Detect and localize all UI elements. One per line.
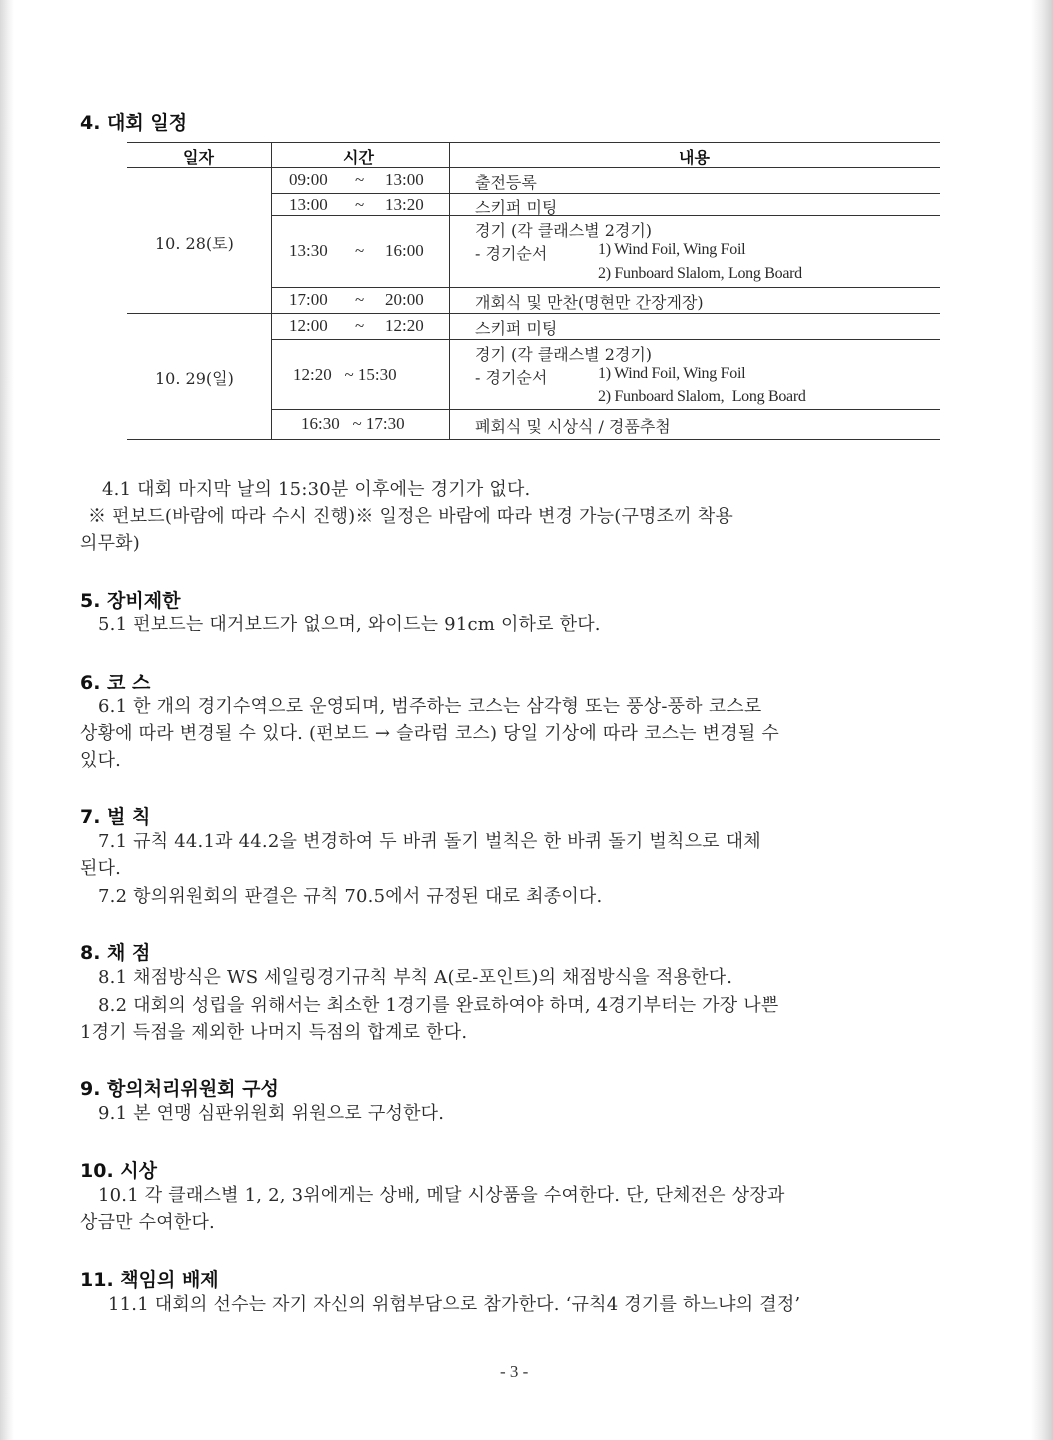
table-content-item: 2) Funboard Slalom, Long Board: [598, 388, 806, 405]
paragraph-11-1: 11.1 대회의 선수는 자기 자신의 위험부담으로 참가한다. ‘규칙4 경기를 하느냐의 결정’: [108, 1294, 801, 1315]
schedule-table: [127, 142, 940, 440]
paragraph-4-note-cont: 의무화): [80, 533, 140, 554]
paragraph-9-1: 9.1 본 연맹 심판위원회 위원으로 구성한다.: [98, 1103, 445, 1124]
table-content: 경기 (각 클래스별 2경기): [475, 345, 653, 364]
table-content: 스키퍼 미팅: [475, 198, 558, 217]
paragraph-8-1: 8.1 채점방식은 WS 세일링경기규칙 부칙 A(로-포인트)의 채점방식을 적용한다.: [98, 967, 733, 988]
page-number: - 3 -: [500, 1362, 529, 1381]
time-end: 20:00: [385, 290, 424, 309]
paragraph-4-1: 4.1 대회 마지막 날의 15:30분 이후에는 경기가 없다.: [102, 479, 531, 500]
table-content-prefix: - 경기순서: [475, 368, 548, 387]
table-content-item: 1) Wind Foil, Wing Foil: [598, 365, 746, 382]
paragraph-10-1-cont: 상금만 수여한다.: [80, 1212, 215, 1233]
time-start: 09:00: [289, 170, 328, 189]
time-sep: ~: [355, 290, 365, 309]
table-header-date: 일자: [183, 148, 214, 167]
time-end: 12:20: [385, 316, 424, 335]
time-sep: ~: [355, 195, 365, 214]
paragraph-8-2-cont: 1경기 득점을 제외한 나머지 득점의 합계로 한다.: [80, 1022, 468, 1043]
time-end: 16:00: [385, 241, 424, 260]
table-row-rule: [271, 287, 940, 288]
table-col-divider: [271, 142, 272, 440]
time-start: 13:00: [289, 195, 328, 214]
table-date-day1: 10. 28(토): [155, 234, 234, 253]
table-row-rule: [271, 193, 940, 194]
table-row-rule: [271, 215, 940, 216]
table-content: 개회식 및 만찬(명현만 간장게장): [475, 293, 704, 312]
section-9-title: 9. 항의처리위원회 구성: [80, 1078, 279, 1100]
table-content-item: 1) Wind Foil, Wing Foil: [598, 241, 746, 258]
table-content-item: 2) Funboard Slalom, Long Board: [598, 265, 802, 282]
time-range: 12:20 ~ 15:30: [293, 365, 397, 384]
paragraph-7-1-cont: 된다.: [80, 858, 122, 879]
time-start: 12:00: [289, 316, 328, 335]
table-content: 폐회식 및 시상식 / 경품추첨: [475, 417, 671, 436]
time-end: 13:20: [385, 195, 424, 214]
section-7-title: 7. 벌 칙: [80, 806, 151, 828]
time-start: 13:30: [289, 241, 328, 260]
table-col-divider: [449, 142, 450, 440]
time-sep: ~: [355, 241, 365, 260]
table-date-day2: 10. 29(일): [155, 369, 234, 388]
page-edge-right: [1031, 0, 1053, 1440]
paragraph-6-1-end: 있다.: [80, 750, 122, 771]
section-4-title: 4. 대회 일정: [80, 112, 188, 134]
table-header-rule: [127, 167, 940, 168]
page-edge-left: [0, 0, 14, 1440]
table-content: 경기 (각 클래스별 2경기): [475, 221, 653, 240]
section-10-title: 10. 시상: [80, 1160, 157, 1182]
paragraph-6-1: 6.1 한 개의 경기수역으로 운영되며, 범주하는 코스는 삼각형 또는 풍상-풍하 코스로: [98, 696, 762, 717]
paragraph-4-note: ※ 펀보드(바람에 따라 수시 진행)※ 일정은 바람에 따라 변경 가능(구명조끼 착용: [88, 506, 733, 527]
time-end: 13:00: [385, 170, 424, 189]
time-range: 16:30 ~ 17:30: [301, 414, 405, 433]
table-content-prefix: - 경기순서: [475, 244, 548, 263]
paragraph-10-1: 10.1 각 클래스별 1, 2, 3위에게는 상배, 메달 시상품을 수여한다. 단, 단체전은 상장과: [98, 1185, 785, 1206]
table-row-rule: [271, 409, 940, 410]
table-content: 스키퍼 미팅: [475, 319, 558, 338]
table-header-time: 시간: [343, 148, 374, 167]
time-start: 17:00: [289, 290, 328, 309]
time-sep: ~: [355, 170, 365, 189]
paragraph-6-1-cont: 상황에 따라 변경될 수 있다. (펀보드 → 슬라럼 코스) 당일 기상에 따라 코스는 변경될 수: [80, 723, 779, 744]
table-header-content: 내용: [679, 148, 710, 167]
section-6-title: 6. 코 스: [80, 672, 151, 694]
table-bottom-rule: [127, 439, 940, 440]
table-content: 출전등록: [475, 173, 537, 192]
paragraph-7-1: 7.1 규칙 44.1과 44.2을 변경하여 두 바퀴 돌기 벌칙은 한 바퀴 돌기 벌칙으로 대체: [98, 831, 761, 852]
section-5-title: 5. 장비제한: [80, 590, 181, 612]
paragraph-5-1: 5.1 펀보드는 대거보드가 없으며, 와이드는 91cm 이하로 한다.: [98, 614, 601, 635]
paragraph-7-2: 7.2 항의위원회의 판결은 규칙 70.5에서 규정된 대로 최종이다.: [98, 886, 603, 907]
table-top-rule: [127, 142, 940, 143]
table-day-divider: [127, 313, 940, 314]
time-sep: ~: [355, 316, 365, 335]
section-11-title: 11. 책임의 배제: [80, 1269, 219, 1291]
paragraph-8-2: 8.2 대회의 성립을 위해서는 최소한 1경기를 완료하여야 하며, 4경기부터는 가장 나쁜: [98, 995, 779, 1016]
table-row-rule: [271, 339, 940, 340]
section-8-title: 8. 채 점: [80, 942, 151, 964]
